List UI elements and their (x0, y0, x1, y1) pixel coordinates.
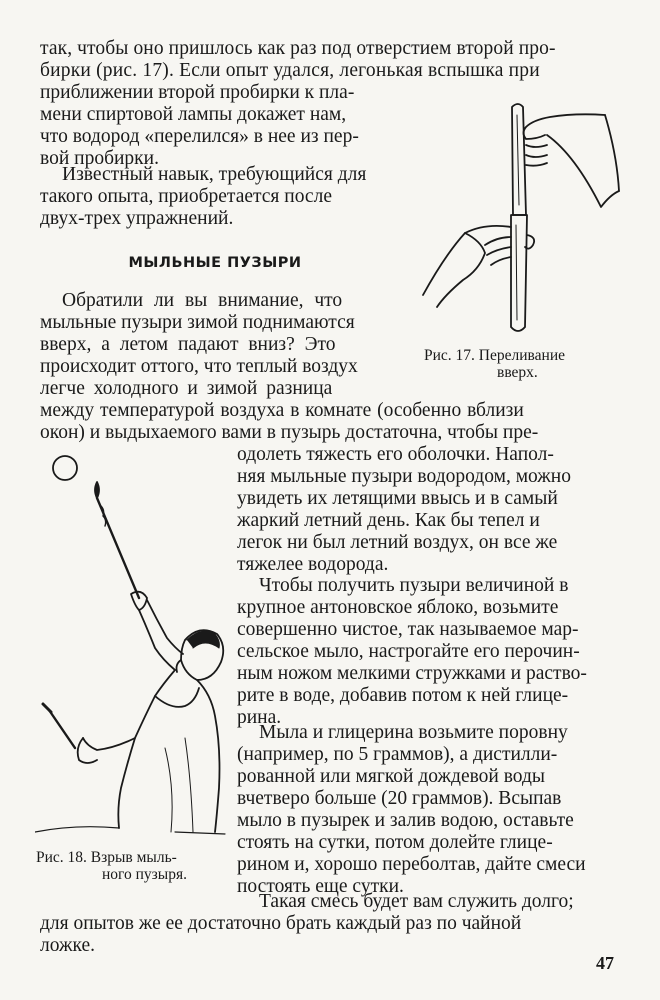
body-line: стоять на сутки, потом долейте глице- (237, 832, 553, 853)
body-line: легок ни был летний воздух, он все же (237, 532, 558, 553)
body-line: ложке. (40, 935, 95, 956)
section-heading: МЫЛЬНЫЕ ПУЗЫРИ (128, 255, 302, 271)
body-line: тяжелее водорода. (237, 554, 389, 575)
figure-18-illustration (35, 448, 235, 843)
body-line: легче холодного и зимой разница (40, 378, 333, 399)
body-line: Мыла и глицерина возьмите поровну (259, 722, 568, 743)
body-line: рина. (237, 707, 282, 728)
intro-line: что водород «перелился» в нее из пер- (40, 126, 359, 147)
body-line: между температурой воздуха в комнате (особенно вблизи (40, 400, 524, 421)
body-line: вверх, а летом падают вниз? Это (40, 334, 336, 355)
body-line: Такая смесь будет вам служить долго; (259, 891, 574, 912)
body-line: мыло в пузырек и залив водою, оставьте (237, 810, 574, 831)
body-line: Чтобы получить пузыри величиной в (259, 575, 569, 596)
body-line: для опытов же ее достаточно брать каждый раз по чайной (40, 913, 522, 934)
intro-line: приближении второй пробирки к пла- (40, 82, 355, 103)
body-line: постоять еще сутки. (237, 876, 404, 897)
intro-line: так, чтобы оно пришлось как раз под отверстием второй про- (40, 38, 556, 59)
body-line: окон) и выдыхаемого вами в пузырь достаточна, чтобы пре- (40, 422, 539, 443)
intro-line: бирки (рис. 17). Если опыт удался, легонькая вспышка при (40, 60, 540, 81)
body-line: совершенно чистое, так называемое мар- (237, 619, 579, 640)
body-line: мыльные пузыри зимой поднимаются (40, 312, 355, 333)
body-line: рином и, хорошо переболтав, дайте смеси (237, 854, 586, 875)
intro-line: такого опыта, приобретается после (40, 186, 332, 207)
intro-line: вой пробирки. (40, 148, 159, 169)
figure-18-caption: Рис. 18. Взрыв мыль- (36, 849, 177, 866)
body-line: жаркий летний день. Как бы тепел и (237, 510, 540, 531)
body-line: происходит оттого, что теплый воздух (40, 356, 358, 377)
body-line: одолеть тяжесть его оболочки. Напол- (237, 444, 554, 465)
body-line: (например, по 5 граммов), а дистилли- (237, 744, 558, 765)
body-line: сельское мыло, настрогайте его перочин- (237, 641, 580, 662)
page-number: 47 (596, 953, 614, 973)
body-line: увидеть их летящими ввысь и в самый (237, 488, 558, 509)
intro-line: Известный навык, требующийся для (62, 164, 367, 185)
figure-17-illustration (405, 95, 635, 340)
body-line: ным ножом мелкими стружками и раство- (237, 663, 587, 684)
intro-line: двух-трех упражнений. (40, 208, 234, 229)
body-line: рованной или мягкой дождевой воды (237, 766, 546, 787)
body-line: крупное антоновское яблоко, возьмите (237, 597, 559, 618)
body-line: Обратили ли вы внимание, что (62, 290, 343, 311)
body-line: няя мыльные пузыри водородом, можно (237, 466, 571, 487)
intro-line: мени спиртовой лампы докажет нам, (40, 104, 347, 125)
figure-17-caption: вверх. (497, 364, 538, 381)
figure-18-caption: ного пузыря. (102, 866, 187, 883)
body-line: вчетверо больше (20 граммов). Всыпав (237, 788, 562, 809)
body-line: рите в воде, добавив потом к ней глице- (237, 685, 569, 706)
figure-17-caption: Рис. 17. Переливание (424, 347, 565, 364)
